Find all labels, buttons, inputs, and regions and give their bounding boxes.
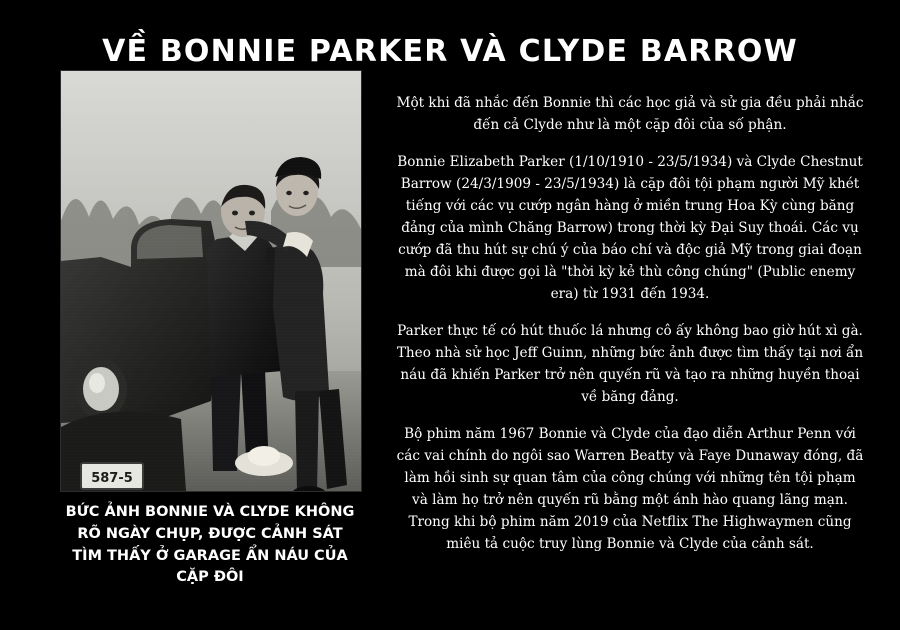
bonnie-and-clyde-photo <box>60 70 362 492</box>
svg-text:587-5: 587-5 <box>91 471 133 486</box>
photo-caption: BỨC ẢNH BONNIE VÀ CLYDE KHÔNG RÕ NGÀY CHỤP, ĐƯỢC CẢNH SÁT TÌM THẤY Ở GARAGE ẨN NÁU CỦA CẶP ĐÔI <box>65 504 355 586</box>
page-title: VỀ BONNIE PARKER VÀ CLYDE BARROW <box>102 34 798 70</box>
photo-column <box>60 70 360 589</box>
article-paragraph-1: Một khi đã nhắc đến Bonnie thì các học giả và sử gia đều phải nhắc đến cả Clyde như là một cặp đôi của số phận. <box>396 95 864 134</box>
article-paragraph-4: Bộ phim năm 1967 Bonnie và Clyde của đạo diễn Arthur Penn với các vai chính do ngôi sao Warren Beatty và Faye Dunaway đóng, đã làm hồi sinh sự quan tâm của công chúng với những tên tội phạm và làm họ trở nên quyến rũ bằng một ánh hào quang lãng mạn. Trong khi bộ phim năm 2019 của Netflix The Highwaymen cũng miêu tả cuộc truy lùng Bonnie và Clyde của cảnh sát. <box>396 426 864 553</box>
article-paragraph-2: Bonnie Elizabeth Parker (1/10/1910 - 23/5/1934) và Clyde Chestnut Barrow (24/3/1909 - 23/5/1934) là cặp đôi tội phạm người Mỹ khét tiếng với các vụ cướp ngân hàng ở miền trung Hoa Kỳ cùng băng đảng của mình Chăng Barrow) trong thời kỳ Đại Suy thoái. Các vụ cướp đã thu hút sự chú ý của báo chí và độc giả Mỹ trong giai đoạn mà đôi khi được gọi là "thời kỳ kẻ thù công chúng" (Public enemy era) từ 1931 đến 1934. <box>397 154 863 303</box>
article-paragraph-3: Parker thực tế có hút thuốc lá nhưng cô ấy không bao giờ hút xì gà. Theo nhà sử học Jeff Guinn, những bức ảnh được tìm thấy tại nơi ẩn náu đã khiến Parker trở nên quyến rũ và tạo ra những huyền thoại về băng đảng. <box>396 323 864 406</box>
article-column <box>395 92 865 555</box>
